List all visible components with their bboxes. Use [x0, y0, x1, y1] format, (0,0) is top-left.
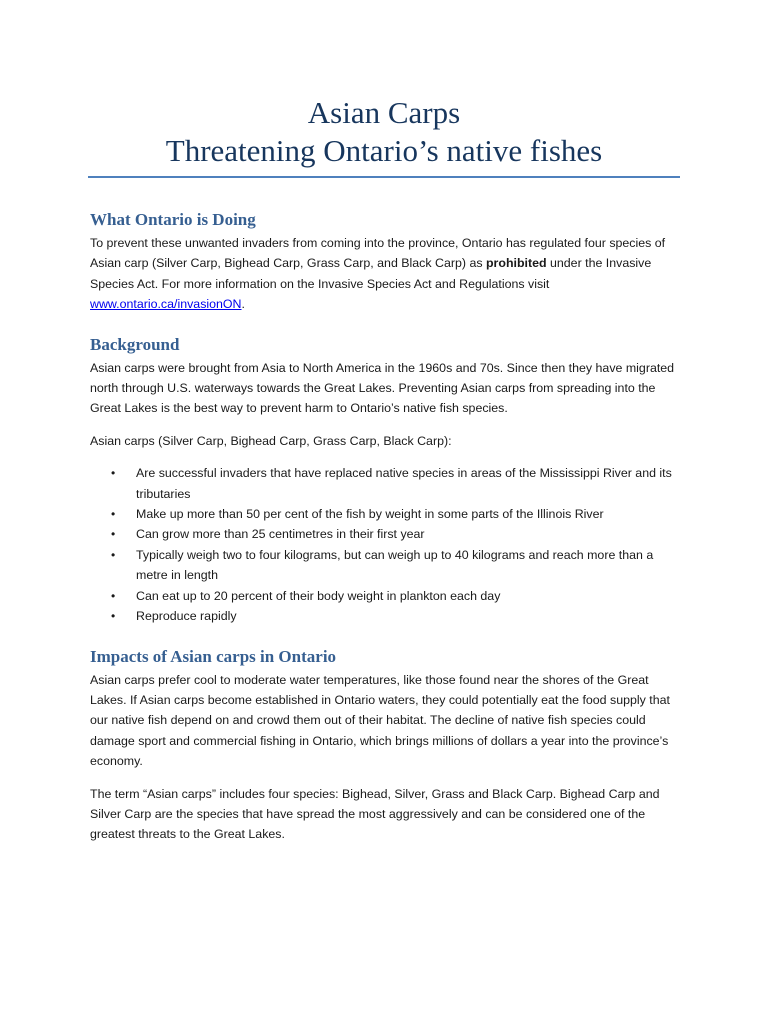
bullet-icon: • — [111, 588, 116, 603]
title-line-1: Asian Carps — [307, 95, 461, 130]
list-item — [111, 504, 682, 524]
section-impacts — [90, 645, 682, 845]
section-background — [90, 333, 682, 627]
bullet-icon: • — [111, 527, 116, 542]
paragraph-doing — [90, 233, 682, 315]
title-divider — [88, 176, 680, 178]
invasion-on-link[interactable]: www.ontario.ca/invasionON — [90, 297, 242, 312]
document-body — [90, 208, 682, 845]
list-item-text: Are successful invaders that have replaced native species in areas of the Mississippi River and its tributaries — [136, 466, 672, 501]
list-item-text: Reproduce rapidly — [136, 609, 237, 624]
list-item — [111, 524, 682, 544]
text-doing-after: under the Invasive Species Act. For more information on the Invasive Species Act and Regulations visit — [90, 256, 652, 291]
section-heading-background: Background — [90, 334, 180, 354]
section-what-ontario-is-doing — [90, 208, 682, 315]
section-heading-impacts: Impacts of Asian carps in Ontario — [90, 646, 337, 666]
list-item — [111, 463, 682, 504]
list-item — [111, 586, 682, 606]
list-item-text: Can eat up to 20 percent of their body weight in plankton each day — [136, 588, 501, 603]
bullet-icon: • — [111, 547, 116, 562]
document-title — [88, 94, 680, 170]
bullet-icon: • — [111, 609, 116, 624]
bullet-icon: • — [111, 507, 116, 522]
text-doing-end: . — [241, 297, 245, 312]
paragraph-background-1: Asian carps were brought from Asia to North America in the 1960s and 70s. Since then they have migrated north through U.S. waterways towards the Great Lakes. Preventing Asian carps from spreading into the Great Lakes is the best way to prevent harm to Ontario’s native fish species. — [90, 360, 675, 416]
list-item — [111, 606, 682, 626]
text-prohibited: prohibited — [485, 256, 547, 271]
paragraph-impacts-2: The term “Asian carps” includes four species: Bighead, Silver, Grass and Black Carp. Bighead Carp and Silver Carp are the species that have spread the most aggressively and can be considered one of the greatest threats to the Great Lakes. — [90, 786, 660, 842]
carp-facts-list — [90, 463, 682, 626]
list-item-text: Make up more than 50 per cent of the fish by weight in some parts of the Illinois River — [136, 507, 604, 522]
title-line-2: Threatening Ontario’s native fishes — [165, 133, 603, 168]
text-doing-before: To prevent these unwanted invaders from coming into the province, Ontario has regulated four species of Asian carp (Silver Carp, Bighead Carp, Grass Carp, and Black Carp) as — [90, 236, 666, 271]
list-item — [111, 545, 682, 586]
list-item-text: Can grow more than 25 centimetres in their first year — [136, 527, 425, 542]
bullet-icon: • — [111, 466, 116, 481]
paragraph-impacts-1: Asian carps prefer cool to moderate water temperatures, like those found near the shores of the Great Lakes. If Asian carps become established in Ontario waters, they could potentially eat the food supply that our native fish depend on and crowd them out of their habitat. The decline of native fish species could damage sport and commercial fishing in Ontario, which brings millions of dollars a year into the province’s economy. — [90, 672, 670, 769]
section-heading-doing: What Ontario is Doing — [90, 210, 256, 229]
paragraph-background-2: Asian carps (Silver Carp, Bighead Carp, Grass Carp, Black Carp): — [90, 433, 452, 448]
list-item-text: Typically weigh two to four kilograms, but can weigh up to 40 kilograms and reach more than a metre in length — [136, 547, 654, 583]
